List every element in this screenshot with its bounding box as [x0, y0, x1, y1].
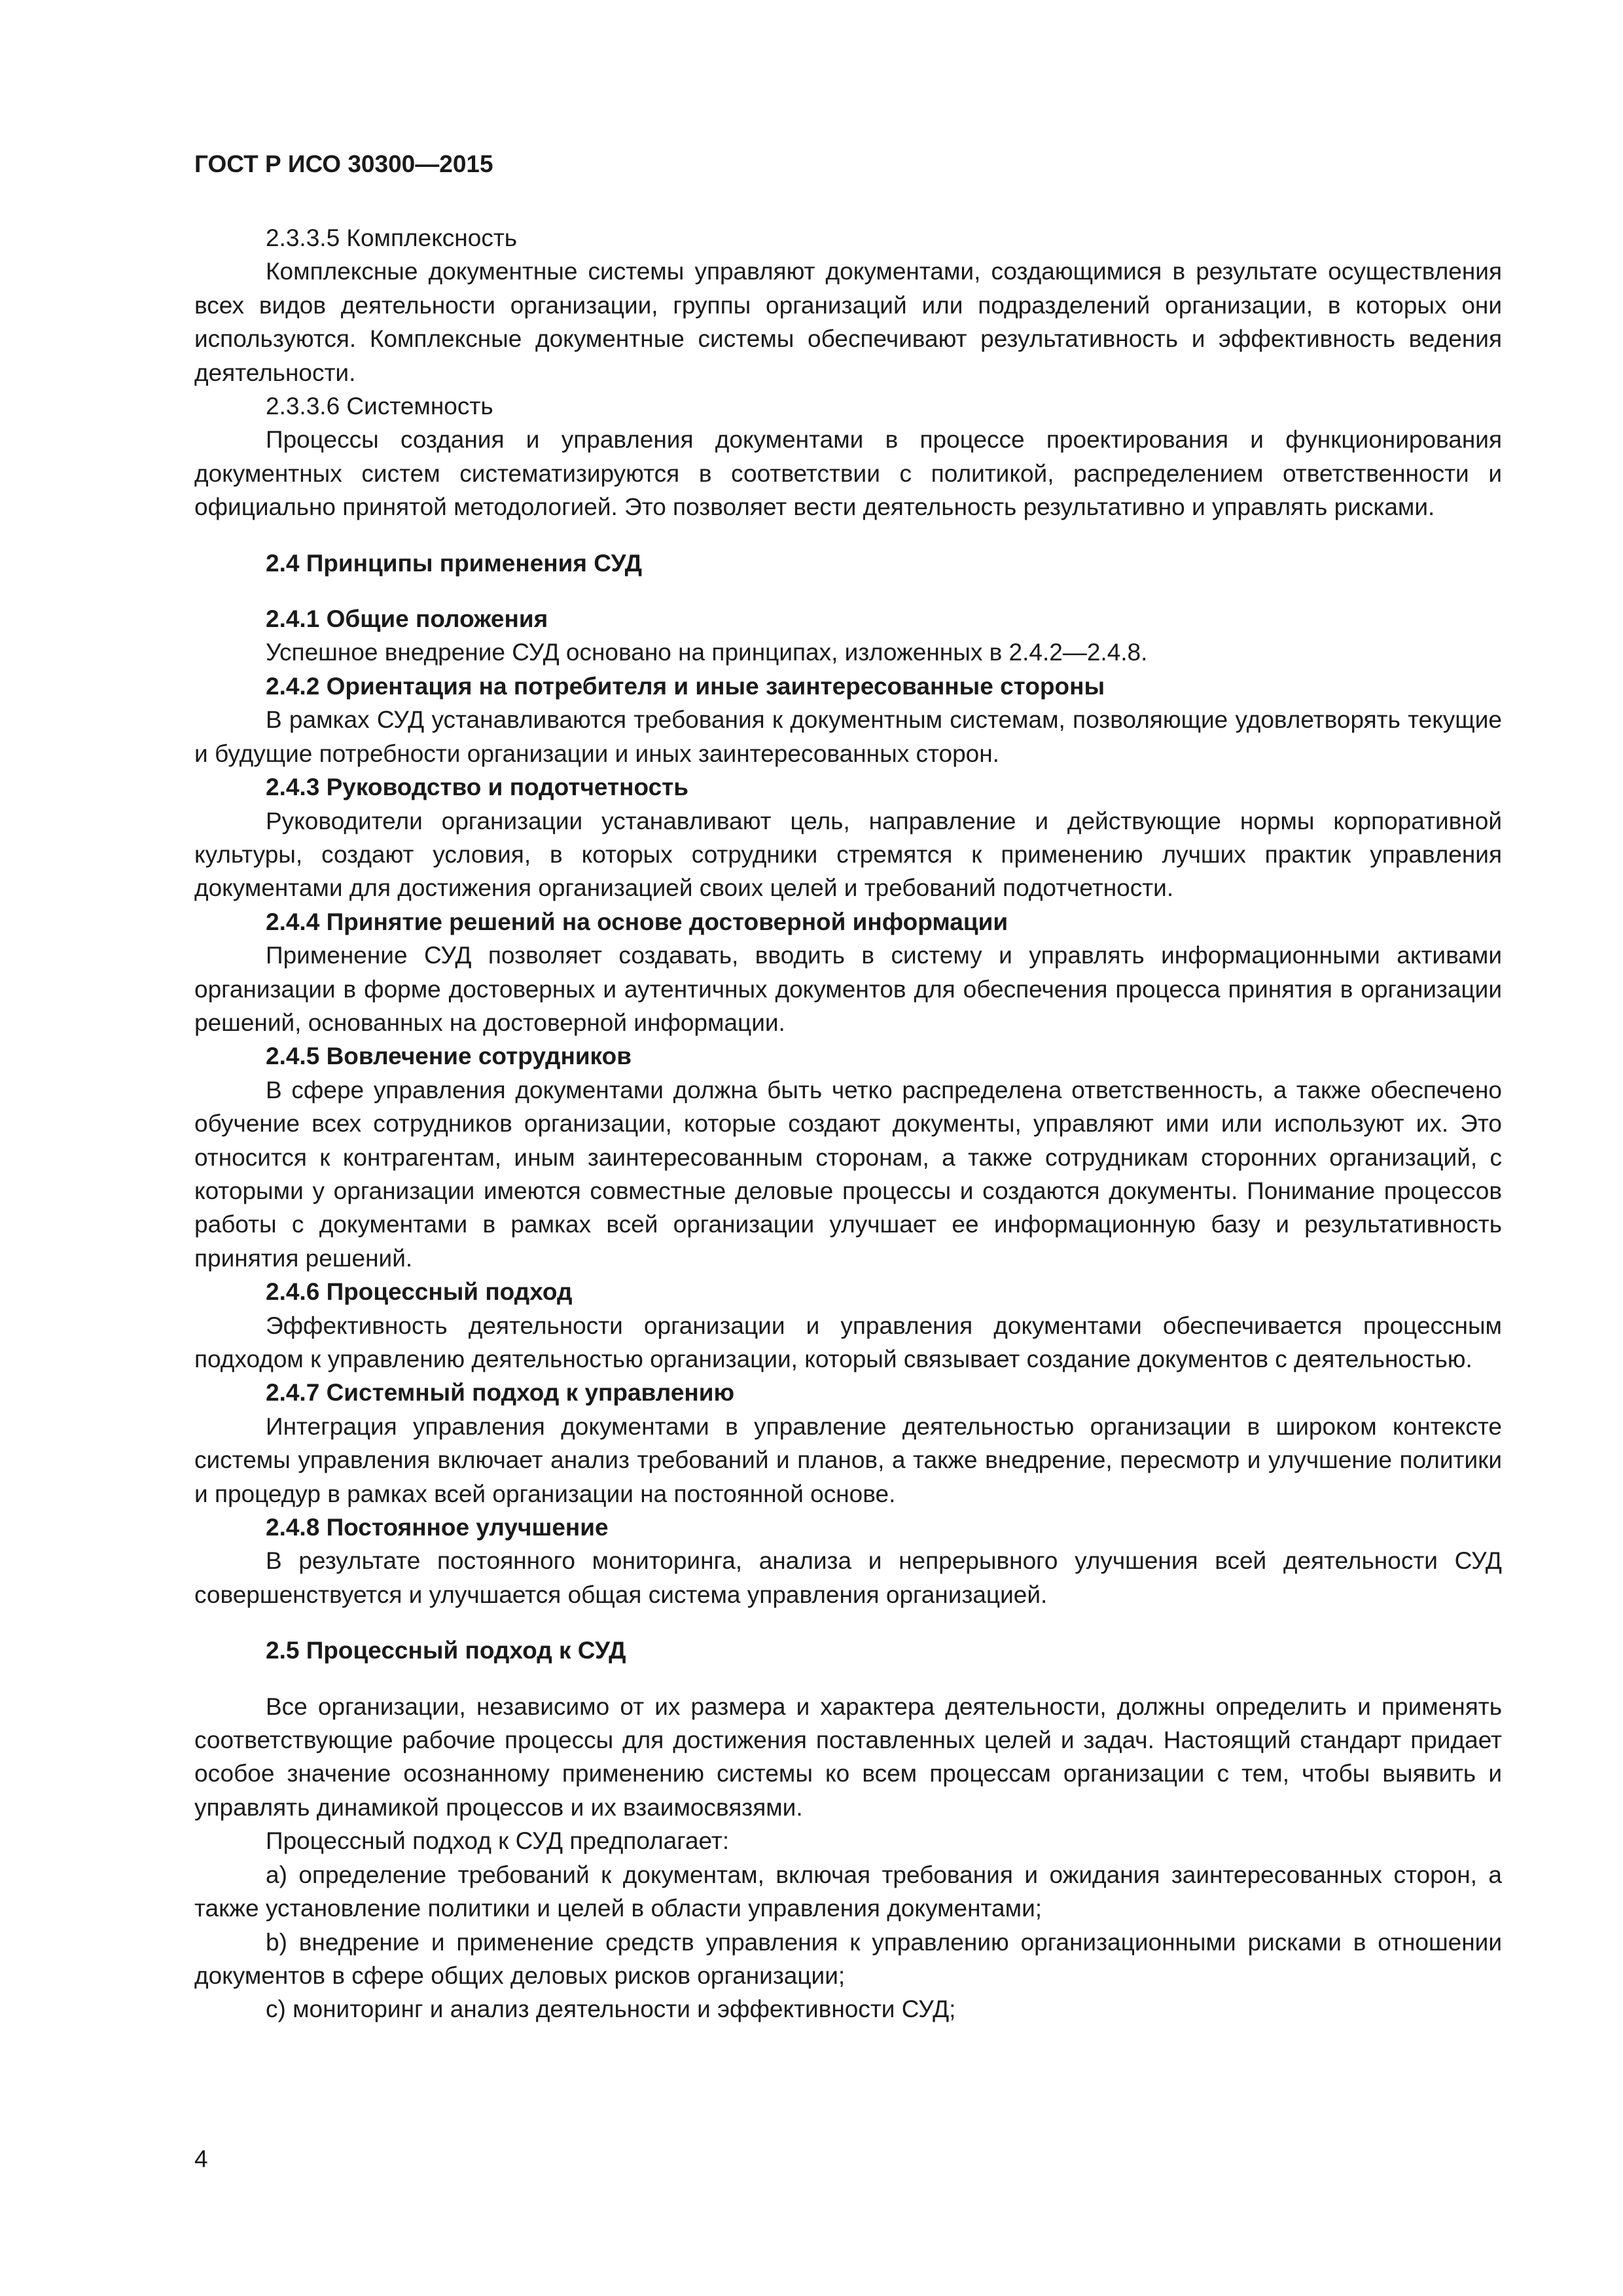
clause-2-4-8-text: В результате постоянного мониторинга, анализа и непрерывного улучшения всей деятельности СУД совершенствуется и улучшается общая система управления организацией. — [194, 1547, 1502, 1608]
clause-2-4-6-heading: 2.4.6 Процессный подход — [266, 1278, 573, 1306]
list-item-a: a) определение требований к документам, включая требования и ожидания заинтересованных сторон, а также установление политики и целей в области управления документами; — [194, 1861, 1502, 1922]
clause-2-4-3-text: Руководители организации устанавливают цель, направление и действующие нормы корпоративной культуры, создают условия, в которых сотрудники стремятся к применению лучших практик управления документами для достижения организацией своих целей и требований подотчетности. — [194, 807, 1502, 902]
clause-2-4-3-heading: 2.4.3 Руководство и подотчетность — [266, 774, 689, 801]
clause-2-4-1-heading: 2.4.1 Общие положения — [266, 605, 548, 633]
section-2-5-paragraph-2: Процессный подход к СУД предполагает: — [266, 1827, 730, 1855]
section-2-4-heading: 2.4 Принципы применения СУД — [266, 549, 642, 577]
clause-2-4-1-text: Успешное внедрение СУД основано на принципах, изложенных в 2.4.2—2.4.8. — [266, 639, 1148, 666]
section-2-5-paragraph-1: Все организации, независимо от их размера и характера деятельности, должны определить и применять соответствующие рабочие процессы для достижения поставленных целей и задач. Настоящий стандарт придает особое значение осознанному применению системы ко всем процессам организации с тем, чтобы выявить и управлять динамикой процессов и их взаимосвязями. — [194, 1693, 1502, 1821]
standard-header: ГОСТ Р ИСО 30300—2015 — [194, 151, 493, 177]
clause-2-4-7-text: Интеграция управления документами в управление деятельностью организации в широком контексте системы управления включает анализ требований и планов, а также внедрение, пересмотр и улучшение политики и процедур в рамках всей организации на постоянной основе. — [194, 1412, 1502, 1507]
section-2-5-heading: 2.5 Процессный подход к СУД — [266, 1637, 626, 1664]
clause-2-3-3-6-text: Процессы создания и управления документами в процессе проектирования и функционирования документных систем систематизируются в соответствии с политикой, распределением ответственности и официально принятой методологией. Это позволяет вести деятельность результативно и управлять рисками. — [194, 426, 1502, 521]
list-item-c: c) мониторинг и анализ деятельности и эффективности СУД; — [266, 1996, 956, 2023]
page-number: 4 — [194, 2145, 208, 2172]
clause-2-4-7-heading: 2.4.7 Системный подход к управлению — [266, 1379, 735, 1407]
clause-2-4-8-heading: 2.4.8 Постоянное улучшение — [266, 1514, 609, 1541]
clause-2-4-5-text: В сфере управления документами должна быть четко распределена ответственность, а также обеспечено обучение всех сотрудников организации, которые создают документы, управляют ими или используют их. Это относится к контрагентам, иным заинтересованным сторонам, а также сотрудникам сторонних организаций, с которыми у организации имеются совместные деловые процессы и создаются документы. Понимание процессов работы с документами в рамках всей организации улучшает ее информационную базу и результативность принятия решений. — [194, 1076, 1502, 1272]
clause-2-4-4-heading: 2.4.4 Принятие решений на основе достоверной информации — [266, 908, 1008, 935]
clause-2-3-3-5-heading: 2.3.3.5 Комплексность — [266, 224, 518, 251]
clause-2-4-2-heading: 2.4.2 Ориентация на потребителя и иные заинтересованные стороны — [266, 672, 1105, 700]
clause-2-3-3-5-text: Комплексные документные системы управляют документами, создающимися в результате осуществления всех видов деятельности организации, группы организаций или подразделений организации, в которых они используются. Комплексные документные системы обеспечивают результативность и эффективность ведения деятельности. — [194, 258, 1502, 386]
clause-2-4-2-text: В рамках СУД устанавливаются требования к документным системам, позволяющие удовлетворять текущие и будущие потребности организации и иных заинтересованных сторон. — [194, 706, 1502, 767]
document-body — [194, 221, 1502, 2026]
clause-2-3-3-6-heading: 2.3.3.6 Системность — [266, 393, 493, 420]
clause-2-4-6-text: Эффективность деятельности организации и управления документами обеспечивается процессным подходом к управлению деятельностью организации, который связывает создание документов с деятельностью. — [194, 1312, 1502, 1372]
list-item-b: b) внедрение и применение средств управления к управлению организационными рисками в отношении документов в сфере общих деловых рисков организации; — [194, 1928, 1502, 1989]
clause-2-4-5-heading: 2.4.5 Вовлечение сотрудников — [266, 1043, 632, 1070]
clause-2-4-4-text: Применение СУД позволяет создавать, вводить в систему и управлять информационными активами организации в форме достоверных и аутентичных документов для обеспечения процесса принятия в организации решений, основанных на достоверной информации. — [194, 942, 1502, 1036]
